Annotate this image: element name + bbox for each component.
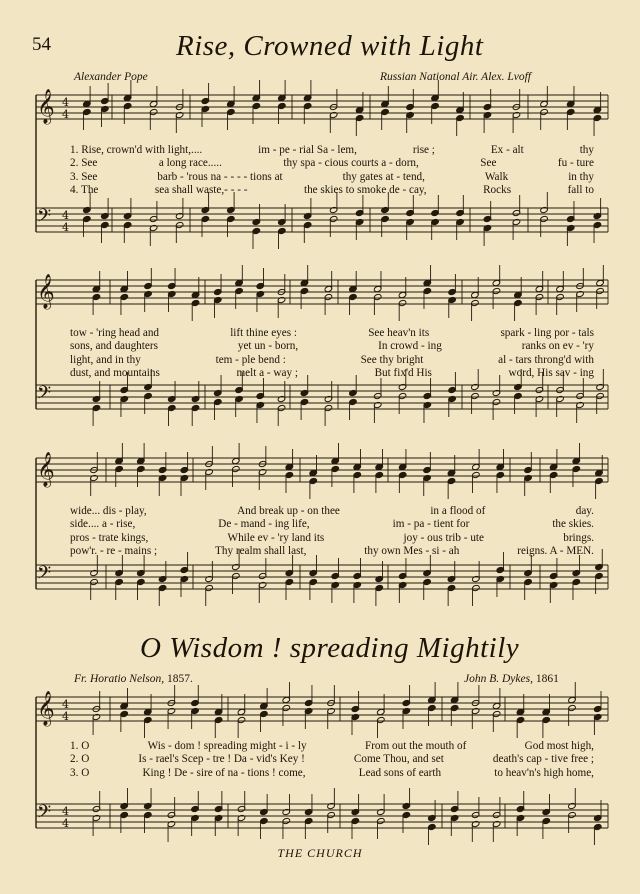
lyric-line: light, and in thy tem - ple bend : See thy bright al - tars throng'd with — [70, 353, 594, 366]
svg-text:4: 4 — [62, 209, 69, 222]
lyric-line: tow - 'ring head and lift thine eyes : See heav'n its spark - ling por - tals — [70, 327, 594, 339]
svg-text:4: 4 — [62, 710, 69, 723]
svg-text:𝄞: 𝄞 — [37, 274, 55, 309]
lyric-line: wide... dis - play, And break up - on thee in a flood of day. — [70, 505, 594, 517]
lyric-line: 3. O King ! De - sire of na - tions ! come, Lead sons of earth to heav'n's high home, — [70, 766, 594, 779]
lyric-line: dust, and mountains melt a - way ; But fix'd His word, His sav - ing — [70, 367, 594, 380]
svg-text:𝄢: 𝄢 — [37, 383, 52, 408]
svg-text:𝄞: 𝄞 — [37, 452, 55, 487]
verse-lines-system-3 — [70, 505, 594, 559]
page-footer: THE CHURCH — [277, 846, 363, 860]
lyric-line: 4. The sea shall waste,- - - - the skies to smoke de - cay, Rocks fall to — [70, 184, 594, 197]
verse-lines-system-2 — [70, 327, 594, 381]
lyric-line: pow'r. - re - mains ; Thy realm shall last, thy own Mes - si - ah reigns. A - MEN. — [70, 545, 594, 558]
svg-text:4: 4 — [62, 805, 69, 818]
hymn-author-2: Fr. Horatio Nelson, 1857. — [74, 673, 193, 685]
svg-text:𝄢: 𝄢 — [37, 206, 52, 231]
svg-text:4: 4 — [62, 96, 69, 109]
svg-text:4: 4 — [62, 817, 69, 830]
lyric-line: 2. See a long race..... thy spa - cious courts a - dorn, See fu - ture — [70, 157, 594, 170]
lyric-line: 2. O Is - rael's Scep - tre ! Da - vid's Key ! Come Thou, and set death's cap - tive free ; — [70, 753, 594, 766]
composer-credit: John B. Dykes, 1861 — [464, 673, 559, 685]
lyric-line: 1. O Wis - dom ! spreading might - i - ly From out the mouth of God most high, — [70, 740, 594, 752]
svg-text:4: 4 — [62, 221, 69, 234]
lyric-line: pros - trate kings, While ev - 'ry land its joy - ous trib - ute brings. — [70, 531, 594, 544]
hymn-author: Alexander Pope — [74, 71, 148, 83]
verse-lines-hymn-2 — [70, 740, 594, 780]
verse-lines-system-1 — [70, 144, 594, 198]
svg-text:𝄞: 𝄞 — [37, 89, 55, 124]
lyric-line: sons, and daughters yet un - born, In crowd - ing ranks on ev - 'ry — [70, 340, 594, 353]
svg-text:𝄢: 𝄢 — [37, 802, 52, 827]
hymn-title-2: O Wisdom ! spreading Mightily — [140, 632, 520, 664]
tune-credit: Russian National Air. Alex. Lvoff — [380, 71, 531, 83]
lyric-line: 1. Rise, crown'd with light,.... im - pe - rial Sa - lem, rise ; Ex - alt thy — [70, 144, 594, 156]
lyric-line: 3. See barb - 'rous na - - - - tions at thy gates at - tend, Walk in thy — [70, 170, 594, 183]
hymn-title: Rise, Crowned with Light — [176, 30, 484, 62]
svg-text:𝄞: 𝄞 — [37, 691, 55, 726]
svg-text:𝄢: 𝄢 — [37, 563, 52, 588]
svg-text:4: 4 — [62, 108, 69, 121]
lyric-line: side.... a - rise, De - mand - ing life, im - pa - tient for the skies. — [70, 518, 594, 531]
svg-text:4: 4 — [62, 698, 69, 711]
page-number: 54 — [32, 34, 51, 55]
